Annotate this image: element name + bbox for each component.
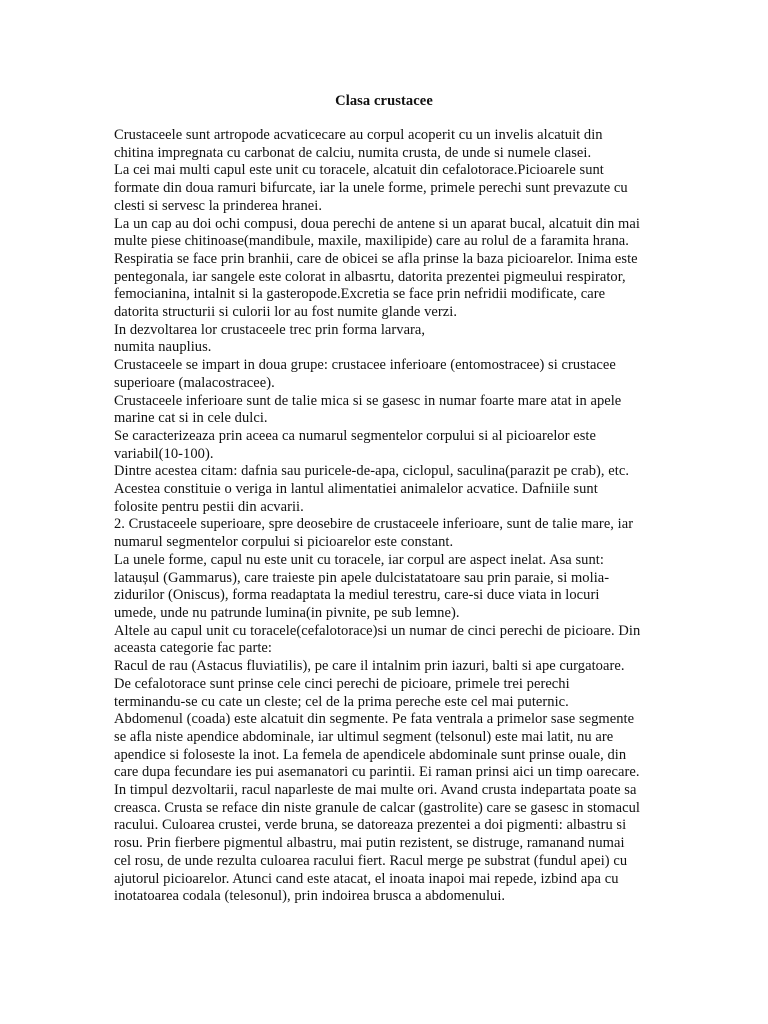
text-line: Abdomenul (coada) este alcatuit din segmente. Pe fata ventrala a primelor sase segmente (114, 711, 635, 728)
text-line: Respiratia se face prin branhii, care de obicei se afla prinse la baza picioarelor. Inima este (114, 250, 638, 267)
text-line: La un cap au doi ochi compusi, doua perechi de antene si un aparat bucal, alcatuit din mai (114, 215, 640, 232)
text-line: marine cat si in cele dulci. (114, 410, 268, 427)
text-line: De cefalotorace sunt prinse cele cinci perechi de picioare, primele trei perechi (114, 675, 570, 692)
text-line: clesti si servesc la prinderea hranei. (114, 197, 323, 214)
text-line: variabil(10-100). (114, 445, 214, 462)
text-line: Acestea constituie o veriga in lantul alimentatiei animalelor acvatice. Dafniile sunt (114, 481, 598, 498)
text-line: numarul segmentelor corpului si picioarelor este constant. (114, 534, 454, 551)
text-line: femocianina, intalnit si la gasteropode.Excretia se face prin nefridii modificate, care (114, 286, 606, 303)
text-line: apendice si foloseste la inot. La femela de apendicele abdominale sunt prinse ouale, din (114, 746, 627, 763)
text-line: cel rosu, de unde rezulta culoarea racului fiert. Racul merge pe substrat (fundul apei) cu (114, 852, 628, 869)
text-line: multe piese chitinoase(mandibule, maxile, maxilipide) care au rolul de a faramita hrana. (114, 233, 629, 250)
text-line: inotatoarea codala (telesonul), prin indoirea brusca a abdomenului. (114, 888, 506, 905)
document-body (114, 127, 674, 906)
text-line: In dezvoltarea lor crustaceele trec prin forma larvara, (114, 321, 426, 338)
text-line: Altele au capul unit cu toracele(cefalotorace)si un numar de cinci perechi de picioare. Din (114, 622, 641, 639)
text-line: racului. Culoarea crustei, verde bruna, se datoreaza prezentei a doi pigmenti: albastru si (114, 817, 627, 834)
text-line: La cei mai multi capul este unit cu toracele, alcatuit din cefalotorace.Picioarele sunt (114, 162, 604, 179)
text-line: superioare (malacostracee). (114, 374, 275, 391)
text-line: Crustaceele se impart in doua grupe: crustacee inferioare (entomostracee) si crustacee (114, 357, 616, 374)
text-line: chitina impregnata cu carbonat de calciu, numita crusta, de unde si numele clasei. (114, 144, 592, 161)
text-line: La unele forme, capul nu este unit cu toracele, iar corpul are aspect inelat. Asa sunt: (114, 551, 604, 568)
text-line: rosu. Prin fierbere pigmentul albastru, mai putin rezistent, se distruge, ramanand numai (114, 835, 625, 852)
text-line: aceasta categorie fac parte: (114, 640, 272, 657)
text-line: care dupa fecundare ies pui asemanatori cu parintii. Ei raman prinsi aici un timp oarecare. (114, 764, 640, 781)
text-line: numita nauplius. (114, 339, 212, 356)
document-title: Clasa crustacee (335, 93, 433, 109)
text-line: Se caracterizeaza prin aceea ca numarul segmentelor corpului si al picioarelor este (114, 427, 596, 444)
text-line: folosite pentru pestii din acvarii. (114, 498, 304, 515)
text-line: se afla niste apendice abdominale, iar ultimul segment (telsonul) este mai latit, nu are (114, 728, 614, 745)
text-line: terminandu-se cu cate un cleste; cel de la prima pereche este cel mai puternic. (114, 693, 569, 710)
text-line: In timpul dezvoltarii, racul naparleste de mai multe ori. Avand crusta indepartata poate sa (114, 782, 637, 799)
text-line: creasca. Crusta se reface din niste granule de calcar (gastrolite) care se gasesc in stomacul (114, 799, 640, 816)
text-line: ajutorul picioarelor. Atunci cand este atacat, el inoata inapoi mai repede, izbind apa cu (114, 870, 619, 887)
text-line: 2. Crustaceele superioare, spre deosebire de crustaceele inferioare, sunt de talie mare, iar (114, 516, 634, 533)
text-line: Racul de rau (Astacus fluviatilis), pe care il intalnim prin iazuri, balti si ape curgatoare. (114, 658, 625, 675)
text-line: Crustaceele sunt artropode acvaticecare au corpul acoperit cu un invelis alcatuit din (114, 127, 603, 143)
text-line: Crustaceele inferioare sunt de talie mica si se gasesc in numar foarte mare atat in apele (114, 392, 622, 409)
text-line: datorita structurii si culorii lor au fost numite glande verzi. (114, 304, 458, 321)
text-line: zidurilor (Oniscus), forma readaptata la mediul terestru, care-si duce viata in locuri (114, 587, 600, 604)
text-line: umede, unde nu patrunde lumina(in pivnite, pe sub lemne). (114, 604, 460, 621)
text-line: Dintre acestea citam: dafnia sau puricele-de-apa, ciclopul, saculina(parazit pe crab), etc. (114, 463, 629, 480)
text-line: lataușul (Gammarus), care traieste pin apele dulcistatatoare sau prin paraie, si molia- (114, 569, 610, 586)
text-line: pentegonala, iar sangele este colorat in albasrtu, datorita prezentei pigmeului respirator, (114, 268, 626, 285)
text-line: formate din doua ramuri bifurcate, iar la unele forme, primele perechi sunt prevazute cu (114, 180, 628, 197)
